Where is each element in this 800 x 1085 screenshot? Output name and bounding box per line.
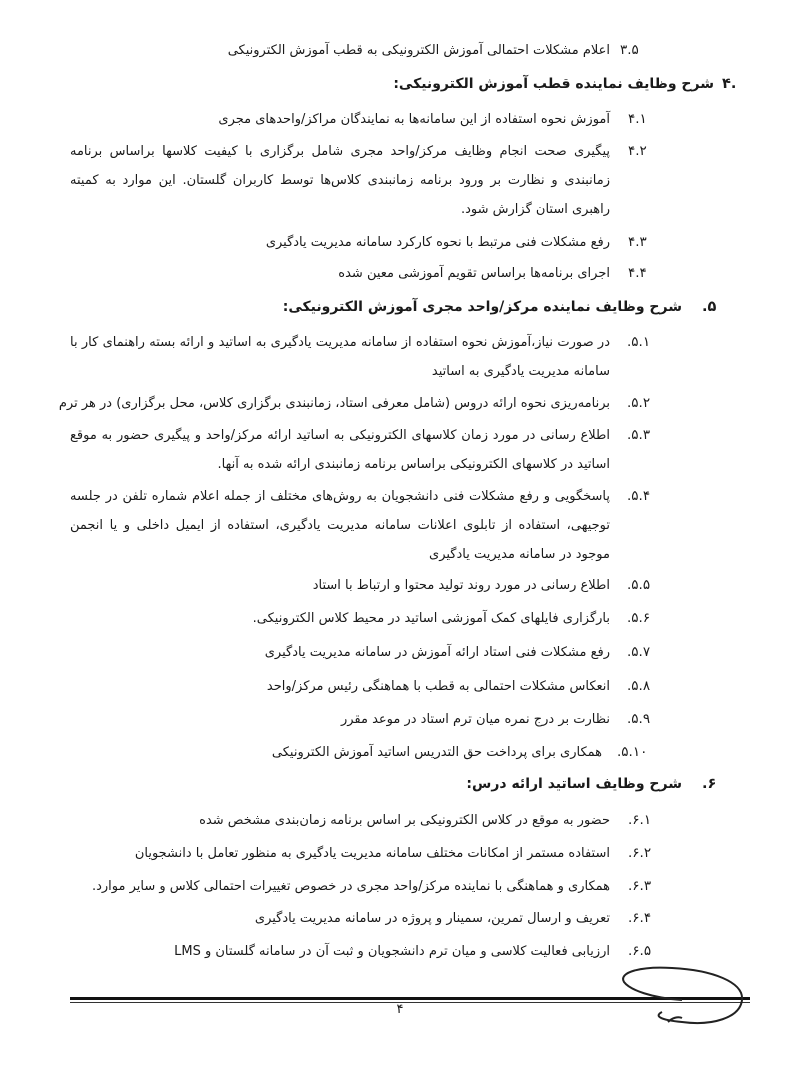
list-item: اطلاع رسانی در مورد روند تولید محتوا و ارتباط با استاد [312,578,610,593]
list-item: برنامه‌ریزی نحوه ارائه دروس (شامل معرفی استاد، زمانبندی برگزاری کلاس، محل برگزاری) در هر ترم [58,396,610,411]
item-number: .۵.۶ [627,610,651,626]
section-number: .۵ [702,299,717,315]
list-item: پاسخگویی و رفع مشکلات فنی دانشجویان به روش‌های مختلف از جمله اعلام شماره تلفن در جلسه توجیهی، استفاده از تابلوی اعلانات سامانه مدیریت یادگیری، استفاده از ایمیل داخلی و یا انجمن موجود در سامانه مدیریت یادگیری [70,489,610,562]
list-item: همکاری و هماهنگی با نماینده مرکز/واحد مجری در خصوص تغییرات احتمالی کلاس و سایر موارد. [91,879,610,894]
item-number: ۴.۲ [628,143,647,159]
list-item: نظارت بر درج نمره میان ترم استاد در موعد مقرر [340,712,610,727]
section-heading: شرح وظایف نماینده قطب آموزش الکترونیکی: [393,76,714,92]
item-number: .۵.۵ [627,577,651,593]
item-number: ۴.۳ [628,234,647,250]
item-number: .۵.۱۰ [617,744,648,760]
list-item: استفاده مستمر از امکانات مختلف سامانه مدیریت یادگیری به منظور تعامل با دانشجویان [134,846,610,861]
list-item: بارگزاری فایلهای کمک آموزشی اساتید در محیط کلاس الکترونیکی. [252,611,610,626]
section-number: ۴. [722,76,737,92]
signature-mark [612,960,752,1040]
item-number: ۳.۵ [620,42,639,58]
list-item: در صورت نیاز،آموزش نحوه استفاده از سامانه مدیریت یادگیری به اساتید و ارائه بسته راهنمای کار با سامانه مدیریت یادگیری به اساتید [70,335,610,379]
list-item: اجرای برنامه‌ها براساس تقویم آموزشی معین شده [338,266,610,281]
item-number: .۶.۴ [628,910,652,926]
list-item: اطلاع رسانی در مورد زمان کلاسهای الکترونیکی به اساتید ارائه مرکز/واحد و پیگیری حضور به موقع اساتید در کلاسهای الکترونیکی براساس برنامه زمانبندی ارائه شده به آنها. [70,428,610,472]
item-number: .۵.۱ [627,334,651,350]
list-item: حضور به موقع در کلاس الکترونیکی بر اساس برنامه زمان‌بندی مشخص شده [199,813,610,828]
item-number: .۵.۷ [627,644,651,660]
item-number: .۵.۳ [627,427,651,443]
list-item: تعریف و ارسال تمرین، سمینار و پروژه در سامانه مدیریت یادگیری [254,911,610,926]
item-number: .۶.۳ [628,878,652,894]
list-item: پیگیری صحت انجام وظایف مرکز/واحد مجری شامل برگزاری با کیفیت کلاسها براساس برنامه زمانبندی و نظارت بر ورود برنامه زمانبندی کلاس‌ها توسط کاربران گلستان. این موارد به کمیته راهبری استان گزارش شود. [70,144,610,217]
section-heading: شرح وظایف اساتید ارائه درس: [466,776,682,792]
list-item: آموزش نحوه استفاده از این سامانه‌ها به نمایندگان مراکز/واحدهای مجری [218,112,610,127]
item-number: .۵.۴ [627,488,651,504]
list-item: همکاری برای پرداخت حق التدریس اساتید آموزش الکترونیکی [271,745,602,760]
item-number: .۵.۸ [627,678,651,694]
item-number: ۴.۱ [628,111,647,127]
section-heading: شرح وظایف نماینده مرکز/واحد مجری آموزش الکترونیکی: [282,299,682,315]
list-item: انعکاس مشکلات احتمالی به قطب با هماهنگی رئیس مرکز/واحد [266,679,610,694]
list-item: رفع مشکلات فنی استاد ارائه آموزش در سامانه مدیریت یادگیری [264,645,610,660]
list-item: رفع مشکلات فنی مرتبط با نحوه کارکرد سامانه مدیریت یادگیری [265,235,610,250]
item-number: .۵.۹ [627,711,651,727]
item-number: ۴.۴ [628,265,647,281]
item-number: .۵.۲ [627,395,651,411]
page-number: ۴ [396,1002,404,1017]
list-item: ارزیابی فعالیت کلاسی و میان ترم دانشجویان و ثبت آن در سامانه گلستان و LMS [174,944,610,959]
item-number: .۶.۱ [628,812,652,828]
section-number: .۶ [702,776,717,792]
list-item: اعلام مشکلات احتمالی آموزش الکترونیکی به قطب آموزش الکترونیکی [227,43,610,58]
item-number: .۶.۲ [628,845,652,861]
item-number: .۶.۵ [628,943,652,959]
